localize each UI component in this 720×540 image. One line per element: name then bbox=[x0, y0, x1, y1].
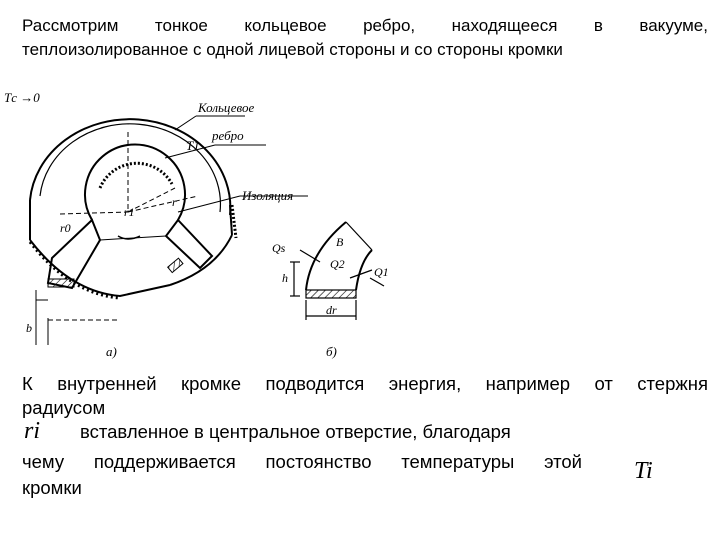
intro-line-1: Рассмотрим тонкое кольцевое ребро, находящееся в вакууме, bbox=[22, 16, 708, 35]
caption-a: а) bbox=[106, 344, 117, 359]
label-b: b bbox=[26, 321, 32, 335]
label-h: h bbox=[282, 271, 288, 285]
label-t1: T1 bbox=[186, 138, 200, 153]
label-r0: r0 bbox=[60, 221, 71, 235]
label-element-b: B bbox=[336, 235, 344, 249]
body-line-3: вставленное в центральное отверстие, благодаря bbox=[80, 421, 511, 442]
label-fin-1: Кольцевое bbox=[198, 100, 255, 115]
label-q2: Q2 bbox=[330, 257, 345, 271]
label-r: r bbox=[172, 195, 177, 209]
label-r1: r1 bbox=[124, 205, 135, 219]
intro-paragraph bbox=[22, 14, 708, 62]
label-qs: Qs bbox=[272, 241, 286, 255]
label-insulation: Изоляция bbox=[242, 188, 294, 203]
body-paragraph bbox=[22, 372, 708, 502]
math-ri: ri bbox=[24, 418, 41, 444]
leader-lines bbox=[36, 116, 308, 345]
body-line-2: радиусом bbox=[22, 397, 106, 418]
body-line-5: кромки bbox=[22, 477, 82, 498]
label-q1: Q1 bbox=[374, 265, 389, 279]
body-line-1: К внутренней кромке подводится энергия, например от стержня bbox=[22, 373, 708, 394]
math-ti: Ti bbox=[634, 458, 653, 484]
caption-b: б) bbox=[326, 344, 337, 359]
label-dr: dr bbox=[326, 303, 337, 317]
annular-fin-figure bbox=[0, 86, 420, 366]
body-line-4: чему поддерживается постоянство температуры этой bbox=[22, 451, 582, 472]
label-fin-2: ребро bbox=[212, 128, 244, 143]
intro-line-2: теплоизолированное с одной лицевой стороны и со стороны кромки bbox=[22, 40, 563, 59]
label-tc: Tс →0 bbox=[4, 90, 40, 105]
